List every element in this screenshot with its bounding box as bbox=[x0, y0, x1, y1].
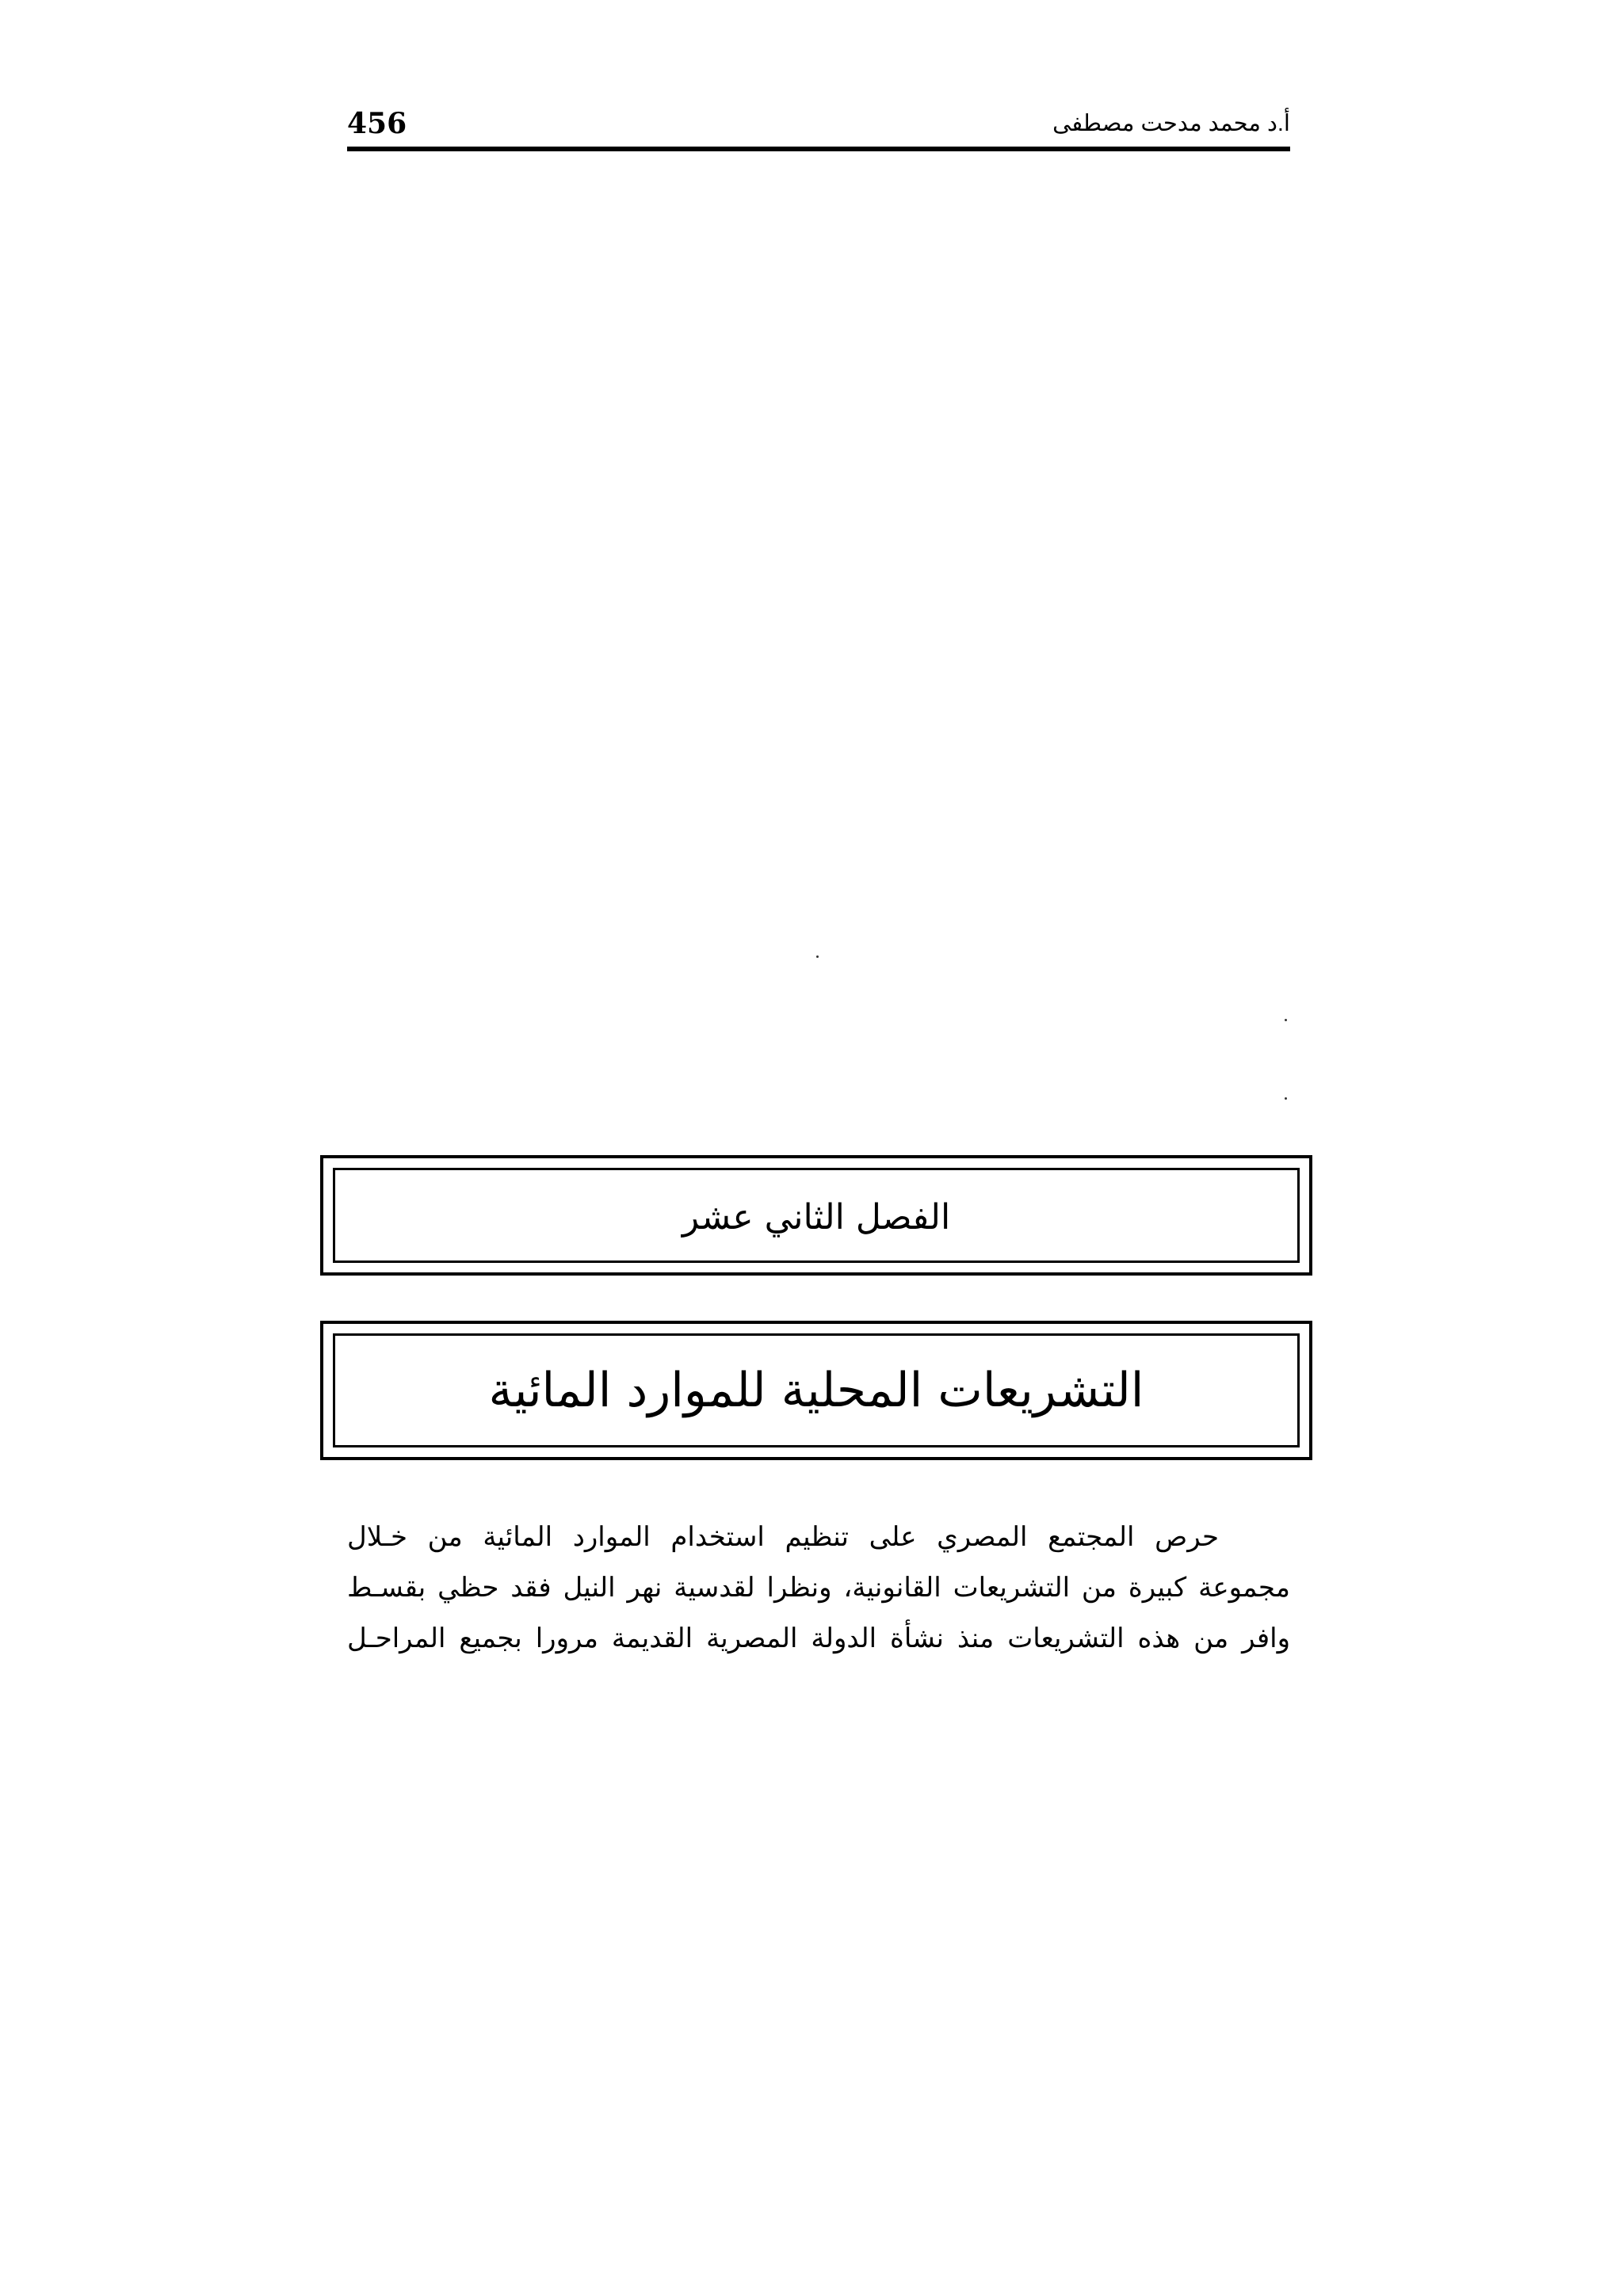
paragraph-line: وافر من هذه التشريعات منذ نشأة الدولة المصرية القديمة مرورا بجميع المراحـل bbox=[347, 1623, 1290, 1653]
page-header bbox=[347, 101, 1290, 151]
chapter-label-inner-frame bbox=[333, 1168, 1300, 1263]
scan-speck bbox=[816, 955, 819, 958]
scan-speck bbox=[1285, 1097, 1287, 1100]
chapter-title-inner-frame bbox=[333, 1333, 1300, 1447]
chapter-title: التشريعات المحلية للموارد المائية bbox=[488, 1363, 1144, 1418]
chapter-label-frame bbox=[320, 1155, 1312, 1276]
chapter-title-frame bbox=[320, 1321, 1312, 1460]
header-rule bbox=[347, 147, 1290, 151]
body-paragraph bbox=[347, 1512, 1290, 1664]
paragraph-line: مجموعة كبيرة من التشريعات القانونية، ونظرا لقدسية نهر النيل فقد حظي بقسـط bbox=[347, 1573, 1290, 1603]
scan-speck bbox=[1285, 1019, 1287, 1021]
chapter-label: الفصل الثاني عشر bbox=[682, 1197, 951, 1238]
page-number: 456 bbox=[347, 107, 407, 140]
author-name: أ.د محمد مدحت مصطفى bbox=[1052, 111, 1290, 136]
paragraph-line: حرص المجتمع المصري على تنظيم استخدام الموارد المائية من خـلال bbox=[347, 1522, 1219, 1552]
